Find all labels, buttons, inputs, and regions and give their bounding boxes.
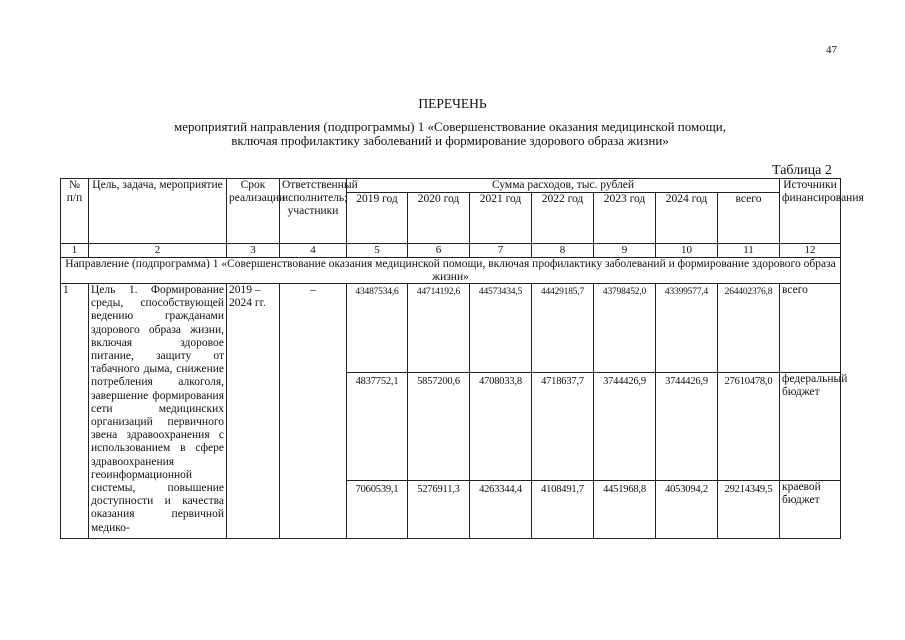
header-goal: Цель, задача, мероприятие (89, 179, 227, 244)
direction-row (61, 258, 841, 284)
col-number: 12 (780, 244, 841, 258)
row-number: 1 (61, 284, 89, 539)
responsible-executor: – (280, 284, 347, 539)
header-year-2023: 2023 год (594, 193, 656, 244)
amount-cell: 4837752,1 (347, 373, 408, 481)
table-row (61, 284, 841, 373)
document-subtitle (90, 120, 810, 148)
amount-cell: 44573434,5 (470, 284, 532, 373)
implementation-term: 2019 – 2024 гг. (227, 284, 280, 539)
column-number-row (61, 244, 841, 258)
col-number: 11 (718, 244, 780, 258)
goal-description: Цель 1. Формирование среды, способствующей ведению гражданами здорового образа жизни, включая здоровое питание, защиту от табачного дыма, снижение потребления алкоголя, завершение формирования сети медицинских организаций первичного звена здравоохранения с использованием в сфере здравоохранения геоинформационной системы, повышение доступности и качества оказания первичной медико- (89, 284, 227, 539)
col-number: 3 (227, 244, 280, 258)
amount-cell: 44714192,6 (408, 284, 470, 373)
amount-cell: 43487534,6 (347, 284, 408, 373)
table-label: Таблица 2 (772, 163, 832, 178)
funding-source: федеральный бюджет (780, 373, 841, 481)
amount-cell: 5276911,3 (408, 481, 470, 539)
funding-source: краевой бюджет (780, 481, 841, 539)
subtitle-line-2: включая профилактику заболеваний и формирование здорового образа жизни» (231, 133, 669, 148)
amount-cell: 3744426,9 (594, 373, 656, 481)
amount-cell: 4108491,7 (532, 481, 594, 539)
amount-cell: 5857200,6 (408, 373, 470, 481)
header-year-2024: 2024 год (656, 193, 718, 244)
header-year-2020: 2020 год (408, 193, 470, 244)
subtitle-line-1: мероприятий направления (подпрограммы) 1 «Совершенствование оказания медицинской помощи, (174, 119, 726, 134)
amount-cell: 4718637,7 (532, 373, 594, 481)
amount-cell: 43798452,0 (594, 284, 656, 373)
amount-cell: 7060539,1 (347, 481, 408, 539)
page-number: 47 (826, 44, 837, 56)
col-number: 8 (532, 244, 594, 258)
header-year-2021: 2021 год (470, 193, 532, 244)
amount-total-cell: 27610478,0 (718, 373, 780, 481)
amount-total-cell: 29214349,5 (718, 481, 780, 539)
funding-source: всего (780, 284, 841, 373)
col-number: 6 (408, 244, 470, 258)
col-number: 10 (656, 244, 718, 258)
col-number: 5 (347, 244, 408, 258)
col-number: 2 (89, 244, 227, 258)
amount-total-cell: 264402376,8 (718, 284, 780, 373)
header-source: Источники финансирования (780, 179, 841, 244)
amount-cell: 4053094,2 (656, 481, 718, 539)
amount-cell: 4263344,4 (470, 481, 532, 539)
header-term: Срок реализации (227, 179, 280, 244)
header-row-1 (61, 179, 841, 193)
measures-table (60, 178, 864, 539)
header-total: всего (718, 193, 780, 244)
header-sum: Сумма расходов, тыс. рублей (347, 179, 780, 193)
header-num: № п/п (61, 179, 89, 244)
col-number: 9 (594, 244, 656, 258)
amount-cell: 44429185,7 (532, 284, 594, 373)
direction-title: Направление (подпрограмма) 1 «Совершенствование оказания медицинской помощи, включая профилактику заболеваний и формирование здорового образа жизни» (61, 258, 841, 284)
header-year-2022: 2022 год (532, 193, 594, 244)
amount-cell: 4451968,8 (594, 481, 656, 539)
document-title: ПЕРЕЧЕНЬ (418, 96, 487, 111)
col-number: 7 (470, 244, 532, 258)
col-number: 4 (280, 244, 347, 258)
col-number: 1 (61, 244, 89, 258)
amount-cell: 3744426,9 (656, 373, 718, 481)
header-year-2019: 2019 год (347, 193, 408, 244)
amount-cell: 43399577,4 (656, 284, 718, 373)
amount-cell: 4708033,8 (470, 373, 532, 481)
header-responsible: Ответственный исполнитель; участники (280, 179, 347, 244)
